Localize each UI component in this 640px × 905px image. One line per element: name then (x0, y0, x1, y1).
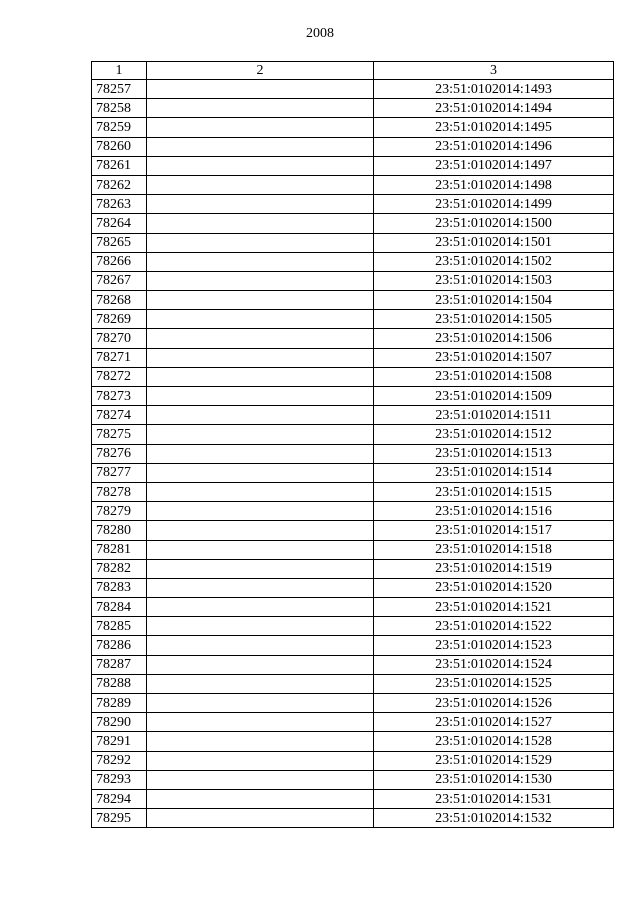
cadastral-number-cell: 23:51:0102014:1512 (374, 425, 614, 444)
table-row (92, 482, 614, 501)
table-row (92, 252, 614, 271)
table-row (92, 559, 614, 578)
cadastral-number-cell: 23:51:0102014:1513 (374, 444, 614, 463)
table-row (92, 425, 614, 444)
row-number-cell: 78267 (92, 271, 147, 290)
column-2-cell (147, 578, 374, 597)
cadastral-number-cell: 23:51:0102014:1527 (374, 713, 614, 732)
row-number-cell: 78294 (92, 789, 147, 808)
table-row (92, 291, 614, 310)
column-2-cell (147, 655, 374, 674)
column-2-cell (147, 540, 374, 559)
row-number-cell: 78278 (92, 482, 147, 501)
cadastral-number-cell: 23:51:0102014:1529 (374, 751, 614, 770)
column-2-cell (147, 598, 374, 617)
cadastral-number-cell: 23:51:0102014:1519 (374, 559, 614, 578)
column-2-cell (147, 99, 374, 118)
row-number-cell: 78285 (92, 617, 147, 636)
column-2-cell (147, 617, 374, 636)
column-2-cell (147, 713, 374, 732)
row-number-cell: 78289 (92, 694, 147, 713)
cadastral-number-cell: 23:51:0102014:1524 (374, 655, 614, 674)
table-row (92, 502, 614, 521)
cadastral-number-cell: 23:51:0102014:1511 (374, 406, 614, 425)
column-2-cell (147, 156, 374, 175)
table-row (92, 99, 614, 118)
cadastral-number-cell: 23:51:0102014:1531 (374, 789, 614, 808)
cadastral-number-cell: 23:51:0102014:1505 (374, 310, 614, 329)
cadastral-number-cell: 23:51:0102014:1495 (374, 118, 614, 137)
table-row (92, 195, 614, 214)
column-2-cell (147, 559, 374, 578)
row-number-cell: 78269 (92, 310, 147, 329)
table-row (92, 367, 614, 386)
table-row (92, 636, 614, 655)
row-number-cell: 78291 (92, 732, 147, 751)
table-row (92, 713, 614, 732)
column-2-cell (147, 233, 374, 252)
cadastral-number-cell: 23:51:0102014:1517 (374, 521, 614, 540)
table-row (92, 751, 614, 770)
column-2-cell (147, 195, 374, 214)
row-number-cell: 78295 (92, 809, 147, 828)
table-row (92, 463, 614, 482)
table-row (92, 694, 614, 713)
row-number-cell: 78277 (92, 463, 147, 482)
row-number-cell: 78283 (92, 578, 147, 597)
table-row (92, 617, 614, 636)
row-number-cell: 78282 (92, 559, 147, 578)
column-2-cell (147, 425, 374, 444)
column-2-cell (147, 252, 374, 271)
table-row (92, 789, 614, 808)
cadastral-number-cell: 23:51:0102014:1503 (374, 271, 614, 290)
column-2-cell (147, 291, 374, 310)
row-number-cell: 78263 (92, 195, 147, 214)
row-number-cell: 78287 (92, 655, 147, 674)
table-row (92, 156, 614, 175)
row-number-cell: 78288 (92, 674, 147, 693)
cadastral-number-cell: 23:51:0102014:1516 (374, 502, 614, 521)
cadastral-number-cell: 23:51:0102014:1518 (374, 540, 614, 559)
column-2-cell (147, 310, 374, 329)
row-number-cell: 78290 (92, 713, 147, 732)
table-row (92, 540, 614, 559)
table-row (92, 674, 614, 693)
column-2-cell (147, 175, 374, 194)
table-row (92, 310, 614, 329)
cadastral-number-cell: 23:51:0102014:1506 (374, 329, 614, 348)
column-2-cell (147, 674, 374, 693)
table-row (92, 655, 614, 674)
row-number-cell: 78281 (92, 540, 147, 559)
table-row (92, 233, 614, 252)
row-number-cell: 78259 (92, 118, 147, 137)
table-row (92, 521, 614, 540)
table-row (92, 578, 614, 597)
column-2-cell (147, 732, 374, 751)
cadastral-number-cell: 23:51:0102014:1504 (374, 291, 614, 310)
cadastral-number-cell: 23:51:0102014:1496 (374, 137, 614, 156)
row-number-cell: 78284 (92, 598, 147, 617)
cadastral-number-cell: 23:51:0102014:1530 (374, 770, 614, 789)
cadastral-number-cell: 23:51:0102014:1523 (374, 636, 614, 655)
page-number: 2008 (306, 26, 334, 41)
column-2-cell (147, 214, 374, 233)
cadastral-number-cell: 23:51:0102014:1498 (374, 175, 614, 194)
table-row (92, 809, 614, 828)
column-2-cell (147, 387, 374, 406)
column-2-cell (147, 367, 374, 386)
table-row (92, 598, 614, 617)
column-2-cell (147, 348, 374, 367)
table-row (92, 444, 614, 463)
column-2-cell (147, 118, 374, 137)
cadastral-number-cell: 23:51:0102014:1521 (374, 598, 614, 617)
table-row (92, 732, 614, 751)
column-2-cell (147, 482, 374, 501)
table-row (92, 770, 614, 789)
column-2-cell (147, 271, 374, 290)
row-number-cell: 78260 (92, 137, 147, 156)
cadastral-number-cell: 23:51:0102014:1500 (374, 214, 614, 233)
column-header-3: 3 (374, 62, 614, 80)
cadastral-number-cell: 23:51:0102014:1528 (374, 732, 614, 751)
row-number-cell: 78274 (92, 406, 147, 425)
column-2-cell (147, 789, 374, 808)
cadastral-number-cell: 23:51:0102014:1497 (374, 156, 614, 175)
cadastral-number-cell: 23:51:0102014:1514 (374, 463, 614, 482)
row-number-cell: 78270 (92, 329, 147, 348)
row-number-cell: 78280 (92, 521, 147, 540)
row-number-cell: 78271 (92, 348, 147, 367)
column-header-2: 2 (147, 62, 374, 80)
table-row (92, 137, 614, 156)
table-row (92, 175, 614, 194)
cadastral-number-cell: 23:51:0102014:1508 (374, 367, 614, 386)
cadastral-number-cell: 23:51:0102014:1507 (374, 348, 614, 367)
table-row (92, 214, 614, 233)
column-2-cell (147, 137, 374, 156)
column-2-cell (147, 463, 374, 482)
table-row (92, 80, 614, 99)
cadastral-number-cell: 23:51:0102014:1532 (374, 809, 614, 828)
cadastral-number-cell: 23:51:0102014:1502 (374, 252, 614, 271)
table-row (92, 271, 614, 290)
table-row (92, 118, 614, 137)
column-header-1: 1 (92, 62, 147, 80)
table-row (92, 406, 614, 425)
row-number-cell: 78293 (92, 770, 147, 789)
row-number-cell: 78268 (92, 291, 147, 310)
row-number-cell: 78292 (92, 751, 147, 770)
row-number-cell: 78262 (92, 175, 147, 194)
column-2-cell (147, 770, 374, 789)
row-number-cell: 78266 (92, 252, 147, 271)
table-header (92, 62, 614, 80)
cadastral-number-cell: 23:51:0102014:1493 (374, 80, 614, 99)
row-number-cell: 78265 (92, 233, 147, 252)
cadastral-number-cell: 23:51:0102014:1509 (374, 387, 614, 406)
row-number-cell: 78257 (92, 80, 147, 99)
row-number-cell: 78275 (92, 425, 147, 444)
column-2-cell (147, 444, 374, 463)
column-2-cell (147, 80, 374, 99)
row-number-cell: 78264 (92, 214, 147, 233)
cadastral-number-cell: 23:51:0102014:1526 (374, 694, 614, 713)
column-2-cell (147, 521, 374, 540)
row-number-cell: 78279 (92, 502, 147, 521)
row-number-cell: 78276 (92, 444, 147, 463)
cadastral-number-cell: 23:51:0102014:1494 (374, 99, 614, 118)
cadastral-number-cell: 23:51:0102014:1522 (374, 617, 614, 636)
column-2-cell (147, 636, 374, 655)
table-row (92, 348, 614, 367)
header-row (92, 62, 614, 80)
column-2-cell (147, 694, 374, 713)
cadastral-number-cell: 23:51:0102014:1515 (374, 482, 614, 501)
cadastral-number-cell: 23:51:0102014:1501 (374, 233, 614, 252)
column-2-cell (147, 406, 374, 425)
row-number-cell: 78261 (92, 156, 147, 175)
column-2-cell (147, 329, 374, 348)
row-number-cell: 78272 (92, 367, 147, 386)
cadastral-number-cell: 23:51:0102014:1499 (374, 195, 614, 214)
table-row (92, 387, 614, 406)
row-number-cell: 78286 (92, 636, 147, 655)
row-number-cell: 78273 (92, 387, 147, 406)
register-table (91, 61, 614, 828)
column-2-cell (147, 502, 374, 521)
column-2-cell (147, 809, 374, 828)
cadastral-number-cell: 23:51:0102014:1520 (374, 578, 614, 597)
cadastral-number-cell: 23:51:0102014:1525 (374, 674, 614, 693)
column-2-cell (147, 751, 374, 770)
table-row (92, 329, 614, 348)
table-body (92, 80, 614, 828)
row-number-cell: 78258 (92, 99, 147, 118)
